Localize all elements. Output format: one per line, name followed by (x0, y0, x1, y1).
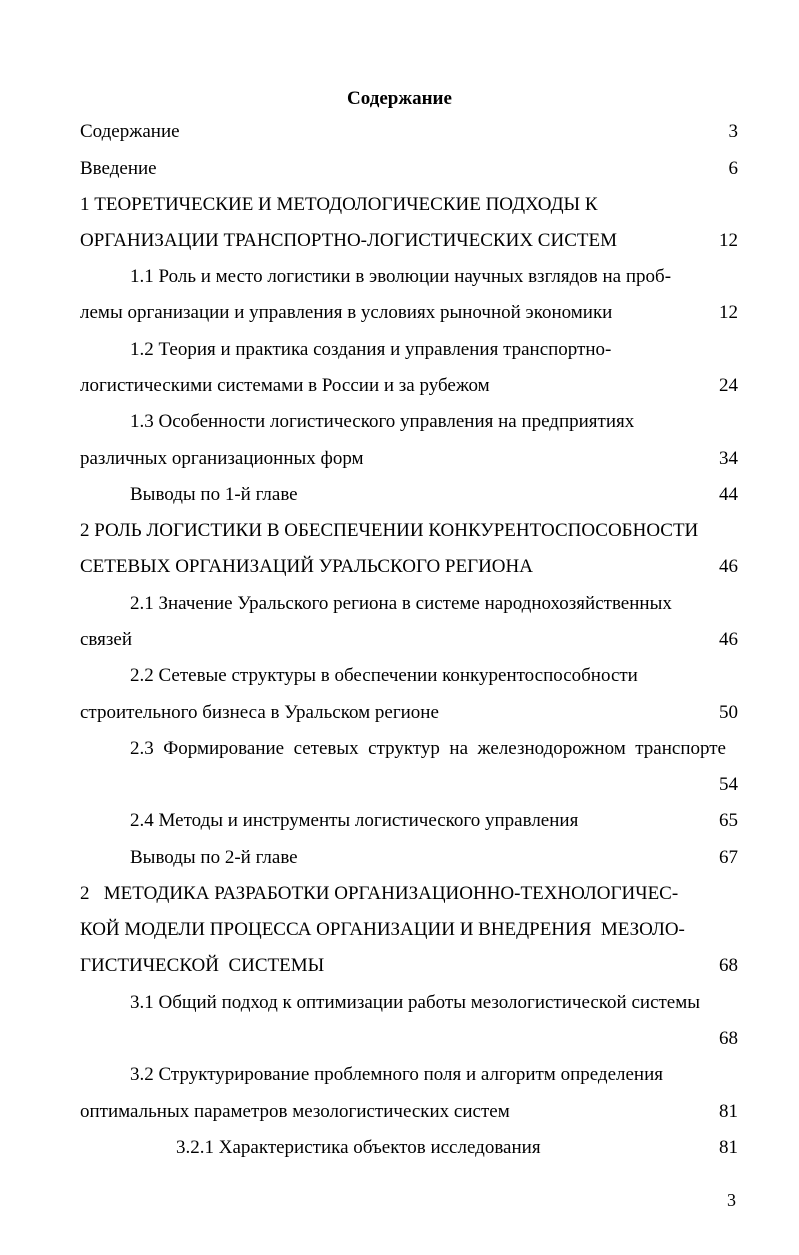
toc-entry-text: 2 МЕТОДИКА РАЗРАБОТКИ ОРГАНИЗАЦИОННО-ТЕХНОЛОГИЧЕС- (80, 883, 679, 904)
toc-entry-text: 3.2 Структурирование проблемного поля и алгоритм определения (130, 1064, 664, 1085)
toc-entry-text: Выводы по 2-й главе (130, 847, 298, 868)
toc-entry-page: 44 (719, 484, 738, 505)
toc-entry-text: 3.2.1 Характеристика объектов исследования (176, 1137, 541, 1158)
toc-entry-page: 50 (719, 702, 738, 723)
toc-entry-text: СЕТЕВЫХ ОРГАНИЗАЦИЙ УРАЛЬСКОГО РЕГИОНА (80, 556, 533, 577)
toc-entry-text: 2.2 Сетевые структуры в обеспечении конкурентоспособности (130, 665, 638, 686)
toc-entry-text: ОРГАНИЗАЦИИ ТРАНСПОРТНО-ЛОГИСТИЧЕСКИХ СИСТЕМ (80, 230, 617, 251)
toc-entry-page: 65 (719, 810, 738, 831)
toc-entry-text: связей (80, 629, 132, 650)
toc-entry-page: 67 (719, 847, 738, 868)
toc-entry-page: 46 (719, 629, 738, 650)
toc-entry-page: 54 (719, 774, 738, 795)
toc-entry-page: 24 (719, 375, 738, 396)
toc-entry-page: 68 (719, 955, 738, 976)
toc-entry-page: 12 (719, 302, 738, 323)
toc-entry-text: 1.1 Роль и место логистики в эволюции научных взглядов на проб- (130, 266, 672, 287)
toc-entry-text: 3.1 Общий подход к оптимизации работы мезологистической системы (130, 992, 701, 1013)
toc-entry-text: различных организационных форм (80, 448, 364, 469)
page-number: 3 (727, 1190, 736, 1210)
toc-entry-text: 1.3 Особенности логистического управления на предприятиях (130, 411, 635, 432)
toc-entry-text: 1 ТЕОРЕТИЧЕСКИЕ И МЕТОДОЛОГИЧЕСКИЕ ПОДХОДЫ К (80, 194, 598, 215)
toc-entry-page: 12 (719, 230, 738, 251)
toc-entry-text: Введение (80, 158, 157, 179)
toc-entry-page: 3 (728, 121, 738, 142)
toc-entry-text: строительного бизнеса в Уральском регионе (80, 702, 439, 723)
page-title: Содержание (347, 88, 452, 109)
toc-entry-text: 2.3 Формирование сетевых структур на железнодорожном транспорте (130, 738, 726, 759)
toc-entry-text: ГИСТИЧЕСКОЙ СИСТЕМЫ (80, 955, 325, 976)
toc-entry-page: 6 (728, 158, 738, 179)
toc-entry-text: 1.2 Теория и практика создания и управления транспортно- (130, 339, 612, 360)
toc-entry-page: 81 (719, 1101, 738, 1122)
toc-entry-text: оптимальных параметров мезологистических систем (80, 1101, 510, 1122)
toc-entry-page: 81 (719, 1137, 738, 1158)
toc-entry-page: 34 (719, 448, 738, 469)
toc-entry-text: 2 РОЛЬ ЛОГИСТИКИ В ОБЕСПЕЧЕНИИ КОНКУРЕНТОСПОСОБНОСТИ (80, 520, 699, 541)
toc-entry-text: логистическими системами в России и за рубежом (80, 375, 490, 396)
toc-entry-text: 2.1 Значение Уральского региона в системе народнохозяйственных (130, 593, 672, 614)
toc-entry-text: лемы организации и управления в условиях рыночной экономики (80, 302, 613, 323)
toc-entry-page: 68 (719, 1028, 738, 1049)
toc-entry-text: Содержание (80, 121, 180, 142)
toc-entry-text: КОЙ МОДЕЛИ ПРОЦЕССА ОРГАНИЗАЦИИ И ВНЕДРЕНИЯ МЕЗОЛО- (80, 919, 685, 940)
toc-entry-page: 46 (719, 556, 738, 577)
toc-entry-text: 2.4 Методы и инструменты логистического управления (130, 810, 579, 831)
toc-entry-text: Выводы по 1-й главе (130, 484, 298, 505)
